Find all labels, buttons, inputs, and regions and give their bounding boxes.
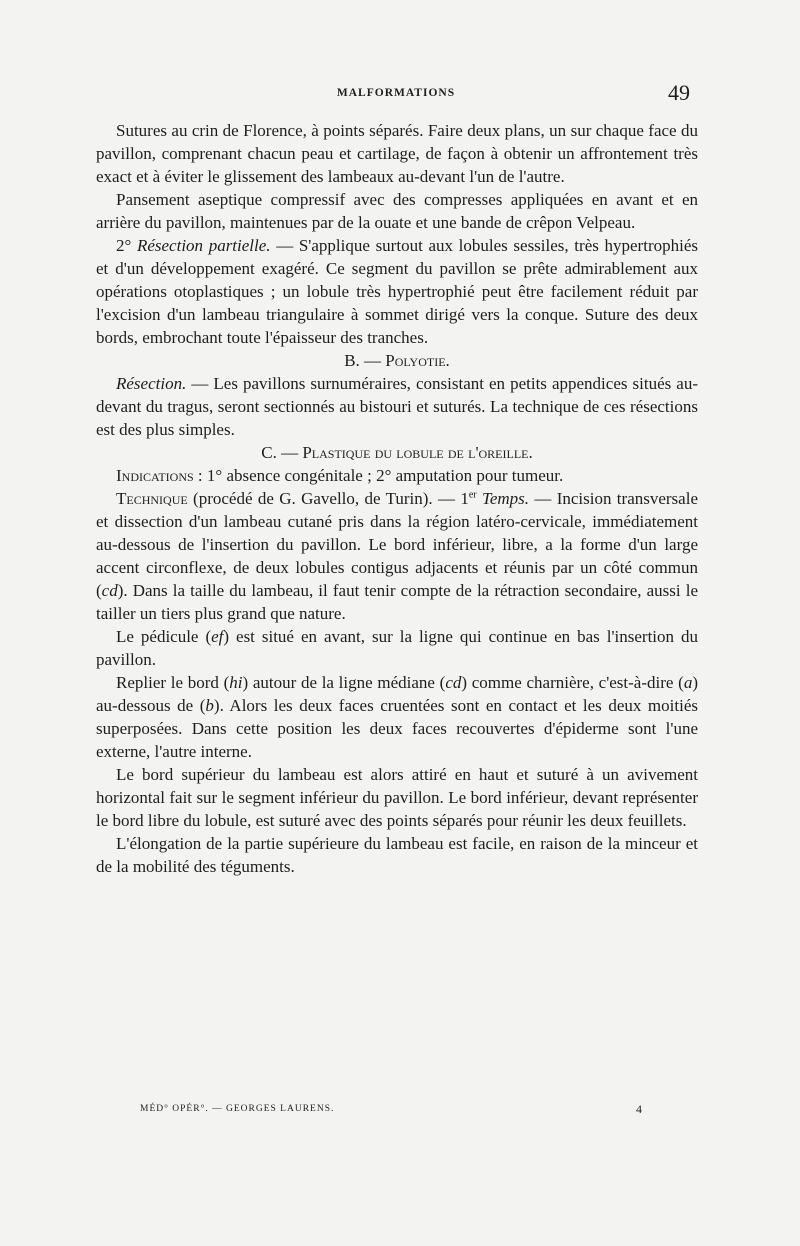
item-number: 2°	[116, 236, 137, 255]
running-head: MALFORMATIONS	[336, 87, 456, 99]
variable-ef: ef	[211, 627, 224, 646]
signature-mark: 4	[636, 1102, 642, 1116]
section-heading-c	[96, 441, 698, 464]
paragraph-text: ) au-dessous de (	[96, 673, 698, 715]
paragraph-text: ) comme charnière, c'est-à-dire (	[461, 673, 684, 692]
section-number: B. —	[344, 351, 386, 370]
paragraph-sutures: Sutures au crin de Florence, à points séparés. Faire deux plans, un sur chaque face du pavillon, comprenant chacun peau et cartilage, de façon à obtenir un affrontement très exact et à éviter le glissement des lambeaux au-devant l'un de l'autre.	[96, 121, 698, 186]
section-title: Polyotie.	[385, 351, 450, 370]
paragraph-pansement: Pansement aseptique compressif avec des compresses appliquées en avant et en arrière du pavillon, maintenues par de la ouate et une bande de crêpon Velpeau.	[96, 190, 698, 232]
paragraph-text: ). Alors les deux faces cruentées sont en contact et les deux moitiés superposées. Dans cette position les deux faces recouvertes d'épiderme sont l'une externe, l'autre interne.	[96, 696, 698, 761]
paragraph-text: Le pédicule (	[116, 627, 212, 646]
section-title: Plastique du lobule de l'oreille.	[302, 443, 533, 462]
paragraph-text: (procédé de G. Gavello, de Turin). — 1	[187, 489, 469, 508]
paragraph-text: ) autour de la ligne médiane (	[242, 673, 446, 692]
paragraph-text: — Incision transversale et dissection d'un lambeau cutané pris dans la région latéro-cervicale, immédiatement au-dessous de l'insertion du pavillon. Le bord inférieur, libre, a la forme d'un large accent circonflexe, de deux lobules contigus adjacents et réunis par un côté commun (	[96, 489, 698, 600]
paragraph-text: — S'applique surtout aux lobules sessiles, très hypertrophiés et d'un développement exagéré. Ce segment du pavillon se prête admirablement aux opérations otoplastiques ; un lobule très hypertrophié peut être facilement réduit par l'excision d'un lambeau triangulaire à sommet dirigé vers la conque. Suture des deux bords, embrochant toute l'épaisseur des tranches.	[96, 236, 698, 347]
variable-a: a	[683, 673, 693, 692]
superscript-er: er	[468, 489, 477, 501]
section-heading-b	[96, 349, 698, 372]
paragraph-elongation: L'élongation de la partie supérieure du lambeau est facile, en raison de la minceur et de la mobilité des téguments.	[96, 834, 698, 876]
paragraph-technique	[96, 487, 698, 625]
paragraph-resection-partielle	[96, 234, 698, 349]
paragraph-text: ) est situé en avant, sur la ligne qui continue en bas l'insertion du pavillon.	[96, 627, 698, 669]
body-text	[96, 119, 698, 878]
paragraph-bord-superieur: Le bord supérieur du lambeau est alors attiré en haut et suturé à un avivement horizontal fait sur le segment inférieur du pavillon. Le bord inférieur, devant représenter le bord libre du lobule, est suturé avec des points séparés pour réunir les deux feuillets.	[96, 765, 698, 830]
paragraph-text: Replier le bord (	[116, 673, 230, 692]
paragraph-replier	[96, 671, 698, 763]
subheading-resection: Résection.	[116, 374, 187, 393]
label-temps: Temps.	[476, 489, 530, 508]
label-technique: Technique	[116, 489, 188, 508]
paragraph-text: ). Dans la taille du lambeau, il faut tenir compte de la rétraction secondaire, aussi le tailler un tiers plus grand que nature.	[96, 581, 698, 623]
paragraph-indications	[96, 464, 698, 487]
paragraph-text: : 1° absence congénitale ; 2° amputation pour tumeur.	[193, 466, 564, 485]
subheading-resection-partielle: Résection partielle.	[136, 236, 271, 255]
variable-cd: cd	[101, 581, 118, 600]
paragraph-resection	[96, 372, 698, 441]
variable-b: b	[205, 696, 214, 715]
variable-hi: hi	[229, 673, 243, 692]
page-footer	[140, 1104, 660, 1124]
paragraph-pedicule	[96, 625, 698, 671]
paragraph-text: — Les pavillons surnuméraires, consistant en petits appendices situés au-devant du tragus, seront sectionnés au bistouri et suturés. La technique de ces résections est des plus simples.	[96, 374, 698, 439]
variable-cd: cd	[445, 673, 462, 692]
page-number: 49	[668, 80, 690, 105]
label-indications: Indications	[116, 466, 194, 485]
footer-imprint: MÉD° OPÉR°. — GEORGES LAURENS.	[140, 1104, 335, 1114]
section-number: C. —	[261, 443, 303, 462]
page-header	[96, 80, 696, 110]
